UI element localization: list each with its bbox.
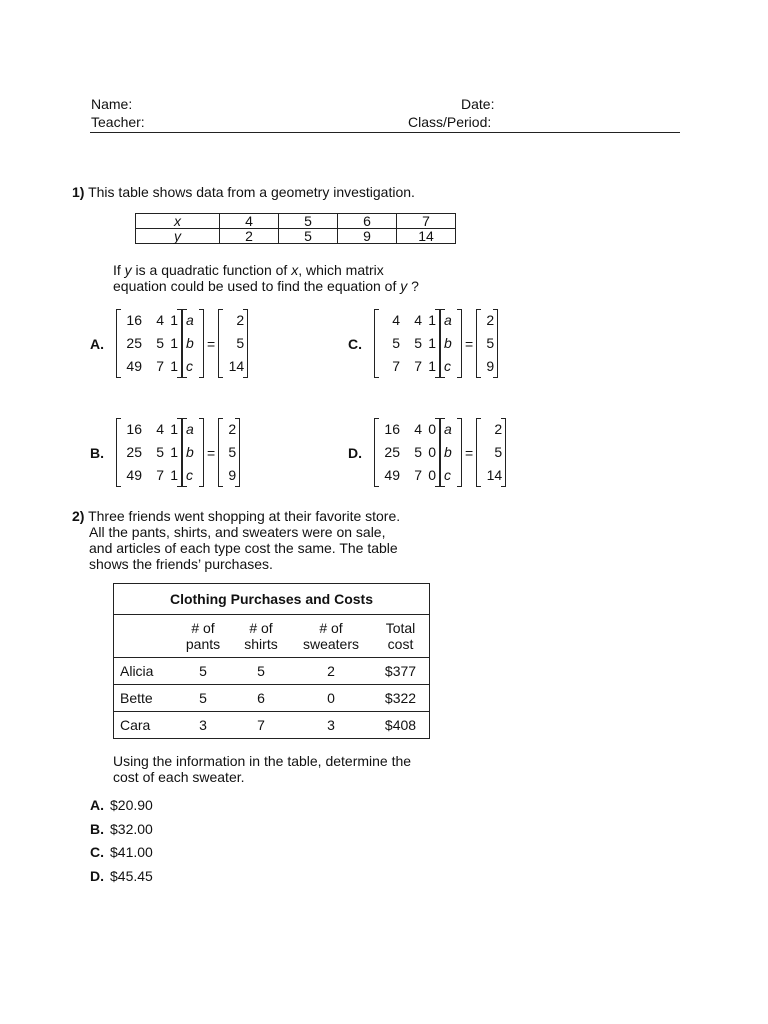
variable-vector: a b c <box>182 309 204 378</box>
table-row: Bette 5 6 0 $322 <box>114 685 430 712</box>
result-vector: 2 5 14 <box>476 418 506 487</box>
result-vector: 2 5 9 <box>218 418 240 487</box>
q2-intro-line: and articles of each type cost the same. The table <box>89 540 398 556</box>
header-cell <box>114 615 175 658</box>
clothing-table <box>113 583 430 739</box>
coefficient-matrix: 16 4 1 25 5 1 49 7 1 <box>116 309 182 378</box>
q2-question-line: Using the information in the table, determine the <box>113 753 412 769</box>
header-rule <box>90 132 680 133</box>
q1-question-line2: equation could be used to find the equation of y ? <box>113 278 419 294</box>
name-label: Name: <box>91 96 133 112</box>
header-cell: Total cost <box>372 615 430 658</box>
table-row: Alicia 5 5 2 $377 <box>114 658 430 685</box>
class-period-label: Class/Period: <box>408 114 492 130</box>
x-cell: 5 <box>279 214 338 229</box>
coefficient-matrix: 4 4 1 5 5 1 7 7 1 <box>374 309 440 378</box>
coefficient-matrix: 16 4 1 25 5 1 49 7 1 <box>116 418 182 487</box>
q1-option-c <box>348 309 498 378</box>
q1-y-row <box>136 229 456 244</box>
q2-question-line: cost of each sweater. <box>113 769 245 785</box>
variable-vector: a b c <box>440 418 462 487</box>
y-cell: 2 <box>220 229 279 244</box>
equals-sign: = <box>207 335 216 352</box>
option-label: C. <box>348 335 362 352</box>
y-cell: 14 <box>397 229 456 244</box>
header-cell: # of pants <box>174 615 232 658</box>
x-cell: 7 <box>397 214 456 229</box>
table-header-row <box>114 615 430 658</box>
x-cell: 6 <box>338 214 397 229</box>
y-cell: 9 <box>338 229 397 244</box>
header-cell: # of sweaters <box>290 615 372 658</box>
q2-answer-c: C. $41.00 <box>90 844 153 860</box>
table-row: Cara 3 7 3 $408 <box>120 717 417 733</box>
q2-number: 2) <box>72 508 85 524</box>
table-title: Clothing Purchases and Costs <box>114 584 430 615</box>
x-header: x <box>136 214 220 229</box>
q2-intro-line: shows the friends’ purchases. <box>89 556 273 572</box>
variable-vector: a b c <box>182 418 204 487</box>
variable-vector: a b c <box>440 309 462 378</box>
header-cell: # of shirts <box>232 615 290 658</box>
q1-option-b <box>90 418 240 487</box>
q2-question <box>113 753 411 785</box>
x-cell: 4 <box>220 214 279 229</box>
q2-intro-line: Three friends went shopping at their favorite store. <box>88 508 401 524</box>
coefficient-matrix: 16 4 0 25 5 0 49 7 0 <box>374 418 440 487</box>
q2-intro-line: All the pants, shirts, and sweaters were on sale, <box>89 524 386 540</box>
option-label: A. <box>90 335 104 352</box>
q2-intro <box>72 508 400 572</box>
q1-option-d <box>348 418 506 487</box>
q2-answer-a: A. $20.90 <box>90 797 153 813</box>
equals-sign: = <box>207 444 216 461</box>
q2-answer-d: D. $45.45 <box>90 868 153 884</box>
q1-option-a <box>90 309 248 378</box>
y-header: y <box>136 229 220 244</box>
teacher-label: Teacher: <box>91 114 145 130</box>
option-label: D. <box>348 444 362 461</box>
q1-number: 1) <box>72 184 85 200</box>
q1-intro-text: This table shows data from a geometry investigation. <box>88 184 415 200</box>
q1-x-row <box>136 214 456 229</box>
equals-sign: = <box>465 335 474 352</box>
q1-question <box>113 262 419 294</box>
result-vector: 2 5 9 <box>476 309 498 378</box>
q1-question-line1: If y is a quadratic function of x, which matrix <box>113 262 384 278</box>
q1-intro <box>72 184 415 200</box>
option-label: B. <box>90 444 104 461</box>
date-label: Date: <box>461 96 495 112</box>
equals-sign: = <box>465 444 474 461</box>
y-cell: 5 <box>279 229 338 244</box>
q2-answer-b: B. $32.00 <box>90 821 153 837</box>
q1-xy-table <box>135 213 456 244</box>
result-vector: 2 5 14 <box>218 309 248 378</box>
